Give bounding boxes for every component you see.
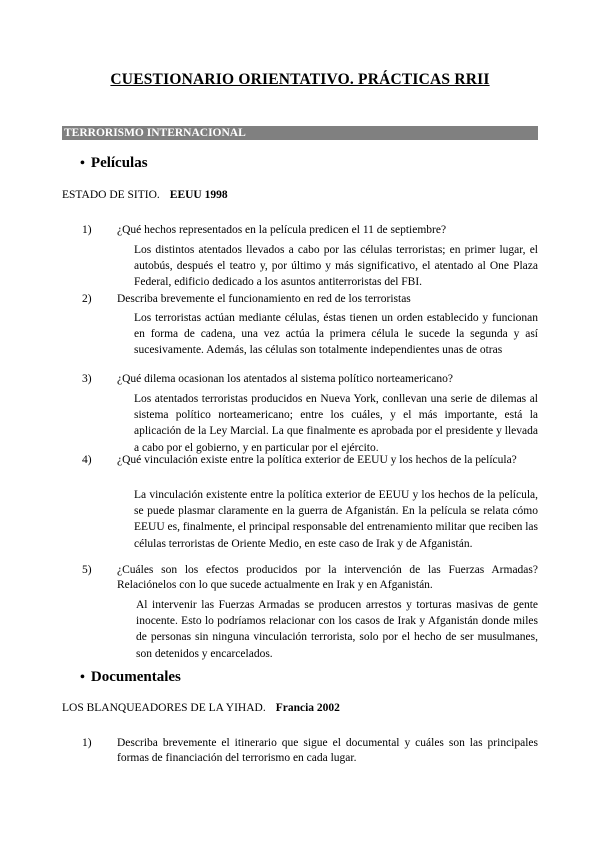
answer-3: Los atentados terroristas producidos en Nueva York, conllevan una serie de dilemas al sistema político norteamericano; entre los cuáles, y el más importante, está la aplicación de la Ley Marcial. La que finalmente es aprobada por el presidente y llevada a cabo por el gobierno, y en particular por el ejército. xyxy=(134,393,538,454)
heading-documentales xyxy=(80,669,181,686)
heading-peliculas xyxy=(80,155,148,172)
question-text: ¿Qué vinculación existe entre la política exterior de EEUU y los hechos de la película? xyxy=(117,454,517,466)
bullet-icon: • xyxy=(80,156,85,171)
answer-4: La vinculación existente entre la política exterior de EEUU y los hechos de la película, se puede plasmar claramente en la guerra de Afganistán. En la película se relata cómo EEUU es, finalmente, el principal responsable del entrenamiento militar que reciben las células terroristas de Oriente Medio, en este caso de Irak y de Afganistán. xyxy=(134,489,538,550)
question-text: ¿Qué dilema ocasionan los atentados al sistema político norteamericano? xyxy=(117,373,453,385)
film-meta: Francia 2002 xyxy=(275,702,340,714)
film-title-blanqueadores xyxy=(62,702,340,714)
film-title-estado-de-sitio xyxy=(62,189,228,201)
question-number: 1) xyxy=(82,737,92,749)
question-text: ¿Cuáles son los efectos producidos por la intervención de las Fuerzas Armadas? Relaciónelos con lo que sucede actualmente en Irak y en Afganistán. xyxy=(117,564,538,592)
answer-2: Los terroristas actúan mediante células, éstas tienen un orden establecido y funcionan en forma de cadena, una vez actúa la primera célula le sucede la segunda y así sucesivamente. Además, las células son totalmente independientes unas de otras xyxy=(134,312,538,357)
question-text: ¿Qué hechos representados en la película predicen el 11 de septiembre? xyxy=(117,224,447,236)
answer-1: Los distintos atentados llevados a cabo por las células terroristas; en primer lugar, el autobús, después el teatro y, por último y más significativo, el atentado al One Plaza Federal, edificio dedicado a los asuntos antiterroristas del FBI. xyxy=(134,244,538,289)
heading-peliculas-text: Películas xyxy=(90,155,148,171)
film-name: ESTADO DE SITIO. xyxy=(62,189,160,201)
question-text: Describa brevemente el funcionamiento en red de los terroristas xyxy=(117,293,411,305)
question-number: 3) xyxy=(82,373,92,385)
bullet-icon: • xyxy=(80,670,85,685)
question-number: 4) xyxy=(82,454,92,466)
answer-5: Al intervenir las Fuerzas Armadas se producen arrestos y torturas masivas de gente inocente. Esto lo podríamos relacionar con los casos de Irak y Afganistán donde miles de personas sin ninguna vinculación terrorista, solo por el hecho de ser musulmanes, son detenidos y encarcelados. xyxy=(136,599,538,660)
question-text: Describa brevemente el itinerario que sigue el documental y cuáles son las principales formas de financiación del terrorismo en cada lugar. xyxy=(117,737,538,765)
question-number: 5) xyxy=(82,564,92,576)
film-meta: EEUU 1998 xyxy=(169,189,228,201)
question-number: 2) xyxy=(82,293,92,305)
question-number: 1) xyxy=(82,224,92,236)
section-header-bar: TERRORISMO INTERNACIONAL xyxy=(62,126,538,140)
page-title: CUESTIONARIO ORIENTATIVO. PRÁCTICAS RRII xyxy=(110,71,490,88)
heading-documentales-text: Documentales xyxy=(90,669,181,685)
film-name: LOS BLANQUEADORES DE LA YIHAD. xyxy=(62,702,266,714)
